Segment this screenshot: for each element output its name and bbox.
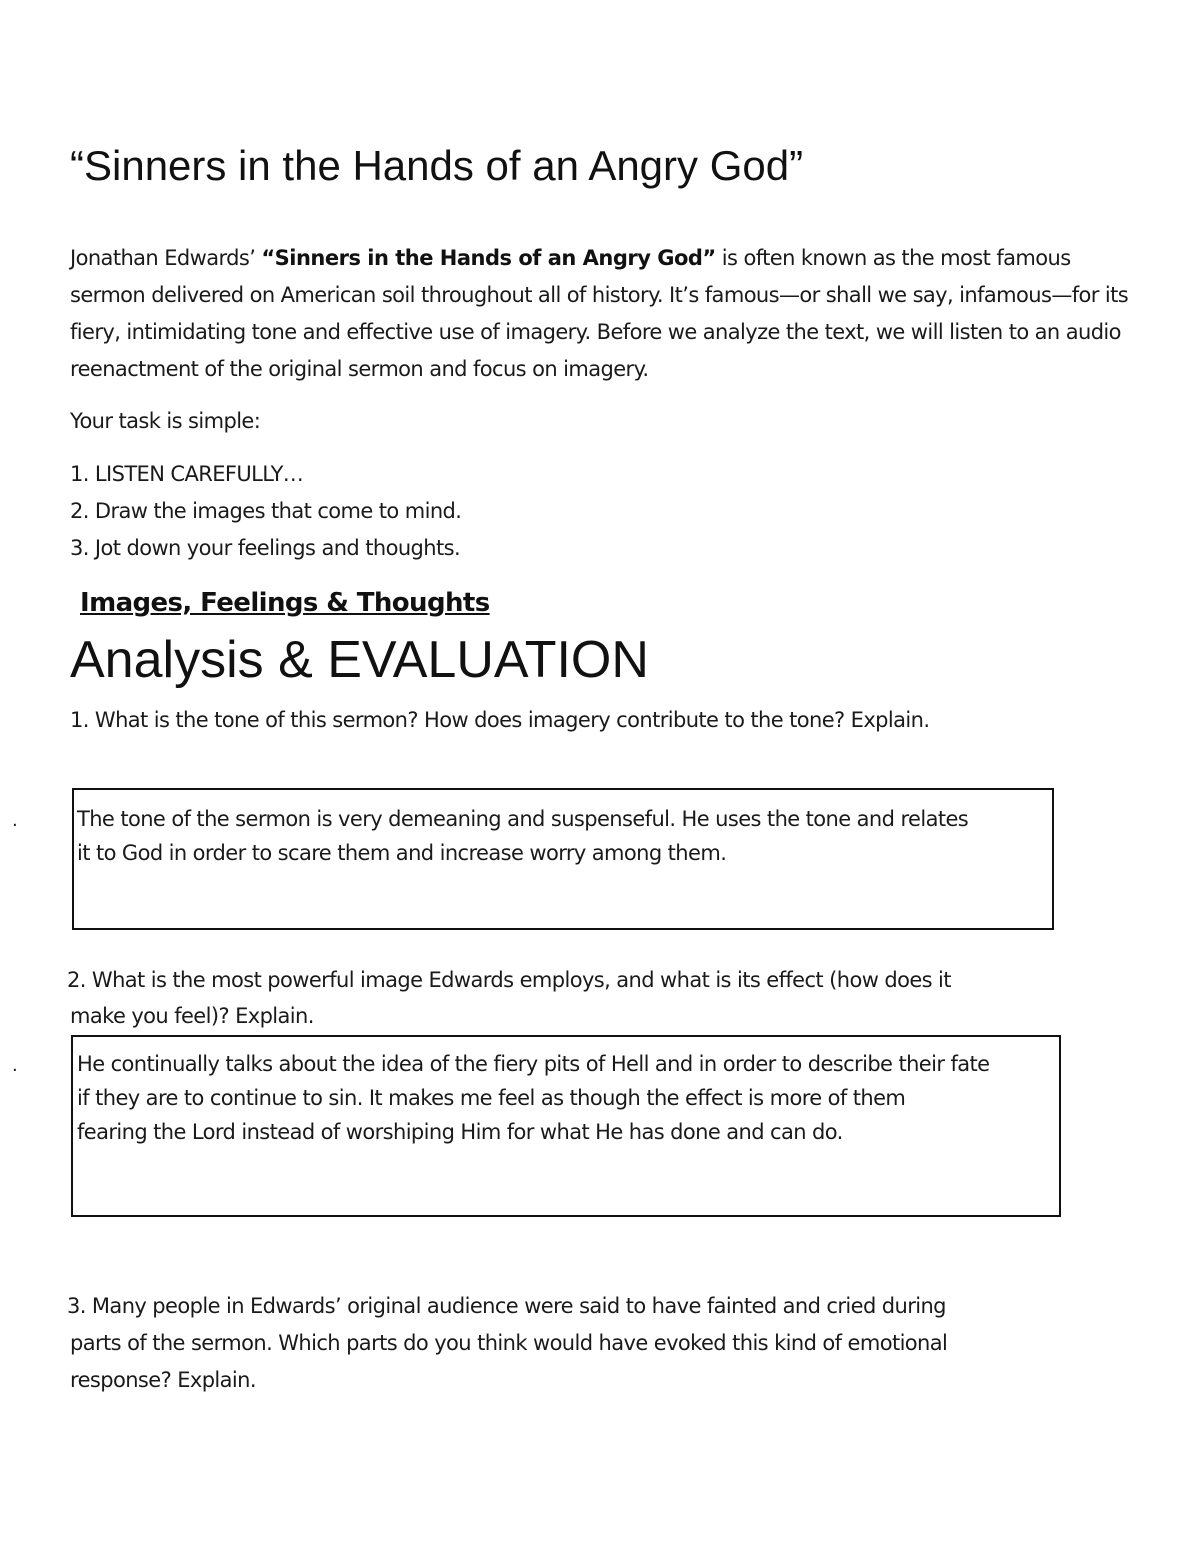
intro-suffix: is often known as the most famous sermon delivered on American soil throughout all of history. It’s famous—or shall we say, infamous—for its fiery, intimidating tone and effective use of imagery. Before we analyze the text, we will listen to an audio reenactment of the original sermon and focus on imagery. bbox=[70, 246, 1129, 381]
question-3-line: 3. Many people in Edwards’ original audience were said to have fainted and cried during bbox=[67, 1294, 946, 1318]
intro-paragraph bbox=[70, 240, 1145, 388]
intro-prefix: Jonathan Edwards’ bbox=[70, 246, 262, 270]
section-heading: Analysis & EVALUATION bbox=[70, 631, 649, 689]
question-2-line: 2. What is the most powerful image Edwards employs, and what is its effect (how does it bbox=[67, 968, 951, 992]
page-title: “Sinners in the Hands of an Angry God” bbox=[70, 142, 804, 189]
answer-1-line: The tone of the sermon is very demeaning and suspenseful. He uses the tone and relates bbox=[77, 807, 969, 831]
answer-2-line: fearing the Lord instead of worshiping Him for what He has done and can do. bbox=[77, 1120, 843, 1144]
task-item: 1. LISTEN CAREFULLY… bbox=[70, 462, 304, 486]
task-item: 3. Jot down your feelings and thoughts. bbox=[70, 536, 461, 560]
bullet-marker: . bbox=[12, 810, 18, 831]
question-3-line: parts of the sermon. Which parts do you think would have evoked this kind of emotional bbox=[70, 1331, 948, 1355]
task-list bbox=[70, 456, 461, 567]
answer-1-line: it to God in order to scare them and increase worry among them. bbox=[77, 841, 727, 865]
section-subheading: Images, Feelings & Thoughts bbox=[80, 588, 490, 618]
question-3-line: response? Explain. bbox=[70, 1368, 256, 1392]
answer-2-line: if they are to continue to sin. It makes me feel as though the effect is more of them bbox=[77, 1086, 906, 1110]
intro-bold-title: “Sinners in the Hands of an Angry God” bbox=[261, 246, 716, 270]
question-2-line: make you feel)? Explain. bbox=[70, 1004, 314, 1028]
question-1-line: 1. What is the tone of this sermon? How does imagery contribute to the tone? Explain. bbox=[70, 708, 930, 732]
task-label: Your task is simple: bbox=[70, 409, 261, 433]
task-item: 2. Draw the images that come to mind. bbox=[70, 499, 462, 523]
answer-2-line: He continually talks about the idea of the fiery pits of Hell and in order to describe their fate bbox=[77, 1052, 990, 1076]
bullet-marker: . bbox=[12, 1055, 18, 1076]
